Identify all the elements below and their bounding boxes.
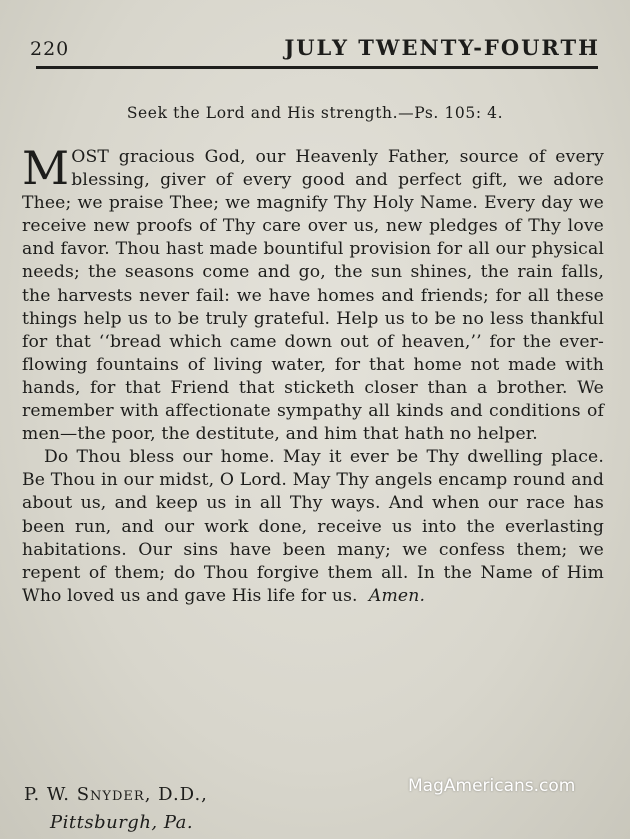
prayer-paragraph-2: [22, 446, 604, 608]
author-surname: Snyder: [76, 784, 145, 805]
header-rule: [36, 66, 598, 69]
author-signature: [24, 784, 208, 805]
author-location: Pittsburgh, Pa.: [50, 812, 194, 833]
prayer-paragraph-1: MOST gracious God, our Heavenly Father, source of every blessing, giver of every good and perfect gift, we adore Thee; we praise Thee; we magnify Thy Holy Name. Every day we receive new proofs of Thy care over us, new pledges of Thy love and favor. Thou hast made bountiful provision for all our physical needs; the seasons come and go, the sun shines, the rain falls, the harvests never fail: we have homes and friends; for all these things help us to be truly grateful. Help us to be no less thankful for that ‘‘bread which came down out of heaven,’’ for the ever-flowing fountains of living water, for that home not made with hands, for that Friend that sticketh closer than a brother. We remember with affectionate sympathy all kinds and conditions of men—the poor, the destitute, and him that hath no helper.: [22, 141, 604, 445]
prayer-closing: Amen.: [368, 585, 426, 606]
prayer-paragraph-2-text: Do Thou bless our home. May it ever be Thy dwelling place. Be Thou in our midst, O Lord. May Thy angels encamp round and about us, and keep us in all Thy ways. And when our race has been run, and our work done, receive us into the everlasting habitations. Our sins have been many; we confess them; we repent of them; do Thou forgive them all. In the Name of Him Who loved us and gave His life for us.: [22, 447, 604, 606]
scripture-epigraph: Seek the Lord and His strength.—Ps. 105: 4.: [126, 104, 504, 122]
page-header: [30, 26, 600, 60]
page-number: 220: [30, 38, 70, 60]
prayer-text: [22, 141, 604, 608]
running-title: JULY TWENTY-FOURTH: [284, 35, 600, 60]
author-degree: , D.D.,: [144, 784, 208, 805]
site-watermark: MagAmericans.com: [408, 776, 576, 796]
author-initials: P. W.: [24, 784, 70, 805]
